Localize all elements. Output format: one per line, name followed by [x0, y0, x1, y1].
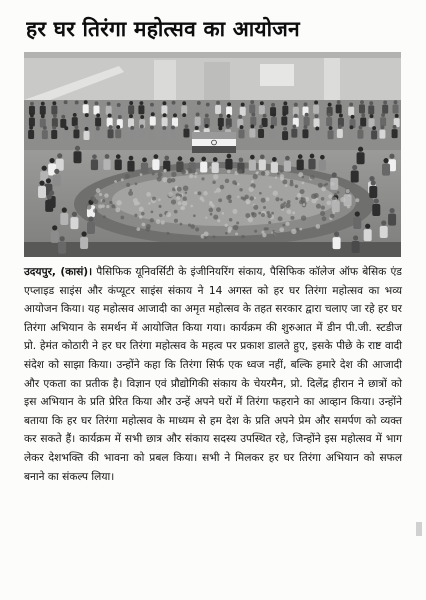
- crowd-figure: [115, 154, 122, 170]
- crowd-figure: [225, 154, 232, 170]
- article-body: [24, 263, 402, 486]
- crowd-figure: [60, 207, 68, 225]
- tricolour-flag-icon: [192, 132, 236, 153]
- crowd-figure: [352, 235, 360, 253]
- crowd-figure: [319, 155, 326, 171]
- crowd-figure: [200, 157, 207, 173]
- crowd-figure: [70, 212, 78, 230]
- group-photo-illustration: [24, 52, 401, 257]
- crowd-figure: [103, 154, 110, 170]
- crowd-figure: [141, 157, 148, 173]
- crowd-figure: [91, 154, 98, 170]
- article-paragraph: [24, 263, 402, 486]
- crowd-figure: [249, 155, 256, 171]
- crowd-figure: [259, 155, 266, 171]
- crowd-figure: [212, 157, 219, 173]
- page-edge-fragment: [416, 522, 422, 536]
- crowd-figure: [152, 154, 159, 170]
- crowd-figure: [333, 232, 341, 250]
- event-photo: [24, 52, 401, 257]
- crowd-figure: [388, 208, 396, 226]
- article-text: पैसिफिक यूनिवर्सिटी के इंजीनियरिंग संकाय, पैसिफिक कॉलेज ऑफ बेसिक एंड एप्लाइड साइंस और कंप्यूटर साइंस संकाय ने 14 अगस्त को हर घर तिरंगा महोत्सव का भव्य आयोजन किया। यह महोत्सव आजादी का अमृत महोत्सव के तहत सरकार द्वारा चलाए जा रहे हर घर तिरंगा अभियान के समर्थन में आयोजित किया गया। कार्यक्रम की शुरुआत में डीन पी.जी. स्टडीज प्रो. हेमंत कोठारी ने हर घर तिरंगा महोत्सव के महत्व पर प्रकाश डालते हुए, इसके पीछे के राष्ट वादी संदेश को साझा किया। उन्होंने कहा कि तिरंगा सिर्फ एक ध्वज नहीं, बल्कि हमारे देश की आजादी और एकता का प्रतीक है। विज्ञान एवं प्रौद्योगिकी संकाय के चेयरमैन, प्रो. दिलेंद्र हीरान ने छात्रों को इस अभियान के प्रति प्रेरित किया और उन्हें अपने घरों में तिरंगा फहराने का आव्हान किया। उन्होंने बताया कि हर घर तिरंगा महोत्सव के माध्यम से हम देश के प्रति अपने प्रेम और समर्पण को व्यक्त कर सकते हैं। कार्यक्रम में सभी छात्र और संकाय सदस्य उपस्थित रहे, जिन्होंने इस महोत्सव में भाग लेकर देशभक्ति की भावना को प्रबल किया। सभी ने मिलकर हर घर तिरंगा अभियान को सफल बनाने का संकल्प लिया।: [24, 266, 402, 483]
- crowd-figure: [51, 225, 59, 243]
- crowd-figure: [351, 165, 359, 183]
- crowd-figure: [271, 157, 278, 173]
- article-dateline: उदयपुर, (कासं)।: [24, 266, 93, 278]
- article-headline: हर घर तिरंगा महोत्सव का आयोजन: [26, 17, 300, 41]
- crowd-figure: [80, 231, 88, 249]
- crowd-figure: [284, 156, 291, 172]
- crowd-figure: [297, 154, 304, 170]
- crowd-figure: [56, 153, 64, 171]
- crowd-figure: [380, 220, 388, 238]
- crowd-figure: [127, 156, 134, 172]
- crowd-figure: [364, 224, 372, 242]
- crowd-figure: [308, 154, 315, 170]
- crowd-figure: [58, 236, 66, 254]
